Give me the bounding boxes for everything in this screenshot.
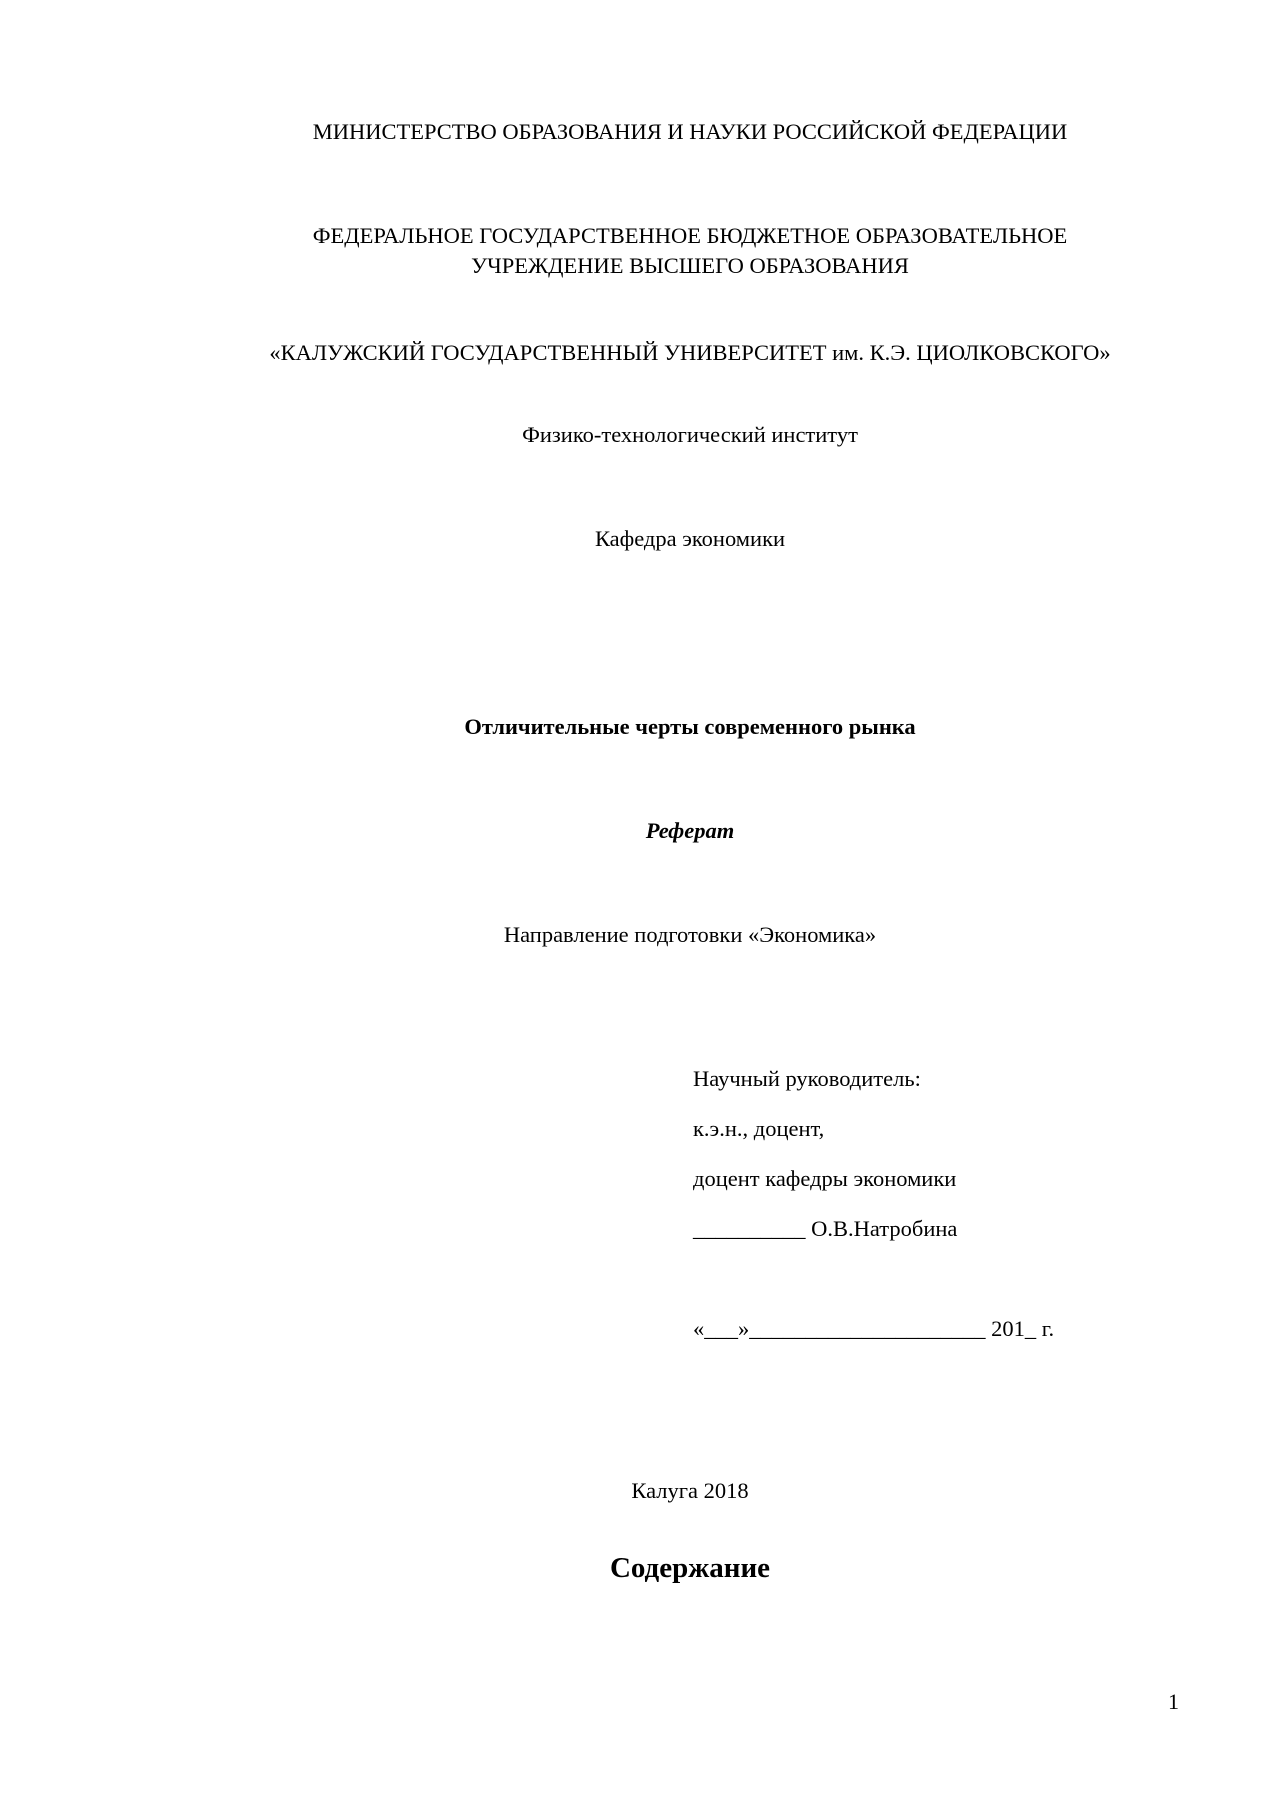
page-number: 1	[1168, 1689, 1179, 1714]
institution-line-1: ФЕДЕРАЛЬНОЕ ГОСУДАРСТВЕННОЕ БЮДЖЕТНОЕ ОБРАЗОВАТЕЛЬНОЕ	[312, 223, 1068, 248]
supervisor-signature-line: __________ О.В.Натробина	[693, 1216, 958, 1241]
contents-heading: Содержание	[609, 1552, 771, 1584]
supervisor-date-line: «___»_____________________ 201_ г.	[693, 1316, 1055, 1341]
institute-name: Физико-технологический институт	[522, 422, 858, 447]
institution-line-2: УЧРЕЖДЕНИЕ ВЫСШЕГО ОБРАЗОВАНИЯ	[471, 253, 909, 278]
university-name: «КАЛУЖСКИЙ ГОСУДАРСТВЕННЫЙ УНИВЕРСИТЕТ им. К.Э. ЦИОЛКОВСКОГО»	[269, 340, 1111, 365]
department-name: Кафедра экономики	[594, 526, 786, 551]
city-year: Калуга 2018	[631, 1478, 749, 1503]
supervisor-label: Научный руководитель:	[693, 1066, 921, 1091]
paper-title: Отличительные черты современного рынка	[464, 714, 916, 739]
work-type: Реферат	[645, 818, 735, 843]
supervisor-position: доцент кафедры экономики	[693, 1166, 957, 1191]
ministry-title: МИНИСТЕРСТВО ОБРАЗОВАНИЯ И НАУКИ РОССИЙСКОЙ ФЕДЕРАЦИИ	[312, 119, 1068, 144]
study-direction: Направление подготовки «Экономика»	[503, 922, 877, 947]
supervisor-degree: к.э.н., доцент,	[693, 1116, 825, 1141]
